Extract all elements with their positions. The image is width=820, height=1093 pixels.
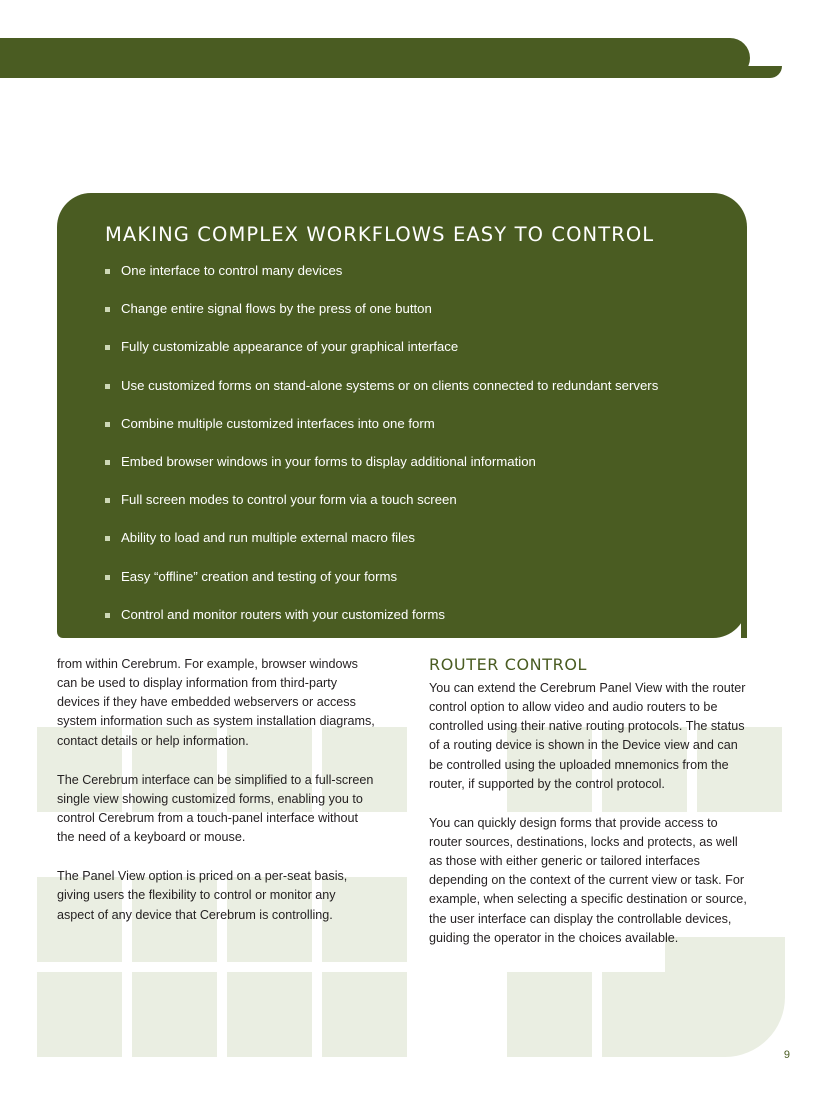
list-item: [105, 455, 707, 468]
square-bullet-icon: [105, 613, 110, 618]
list-item: [105, 570, 707, 583]
list-item: [105, 379, 707, 392]
paragraph: from within Cerebrum. For example, browser windows can be used to display information from third-party devices if they have embedded webservers or access system information such as system installation diagrams, contact details or help information.: [57, 657, 375, 748]
panel-title: MAKING COMPLEX WORKFLOWS EASY TO CONTROL: [105, 223, 655, 246]
paragraph: The Cerebrum interface can be simplified to a full-screen single view showing customized forms, enabling you to control Cerebrum from a touch-panel interface without the need of a keyboard or mouse.: [57, 772, 374, 845]
square-bullet-icon: [105, 536, 110, 541]
list-item-label: One interface to control many devices: [121, 263, 343, 278]
square-bullet-icon: [105, 575, 110, 580]
square-bullet-icon: [105, 498, 110, 503]
feature-panel: [57, 193, 747, 638]
paragraph: You can quickly design forms that provide access to router sources, destinations, locks and protects, as well as those with either generic or tailored interfaces depending on the context of the current view or task. For example, when selecting a specific destination or source, the user interface can display the controllable devices, guiding the operator in the choices available.: [429, 815, 747, 945]
list-item-label: Embed browser windows in your forms to display additional information: [121, 454, 536, 470]
square-bullet-icon: [105, 422, 110, 427]
section-heading: ROUTER CONTROL: [429, 655, 588, 674]
square-bullet-icon: [105, 384, 110, 389]
list-item: [105, 340, 707, 353]
list-item-label: Combine multiple customized interfaces into one form: [121, 415, 435, 431]
list-item-label: Easy “offline” creation and testing of your forms: [121, 568, 398, 584]
header-band: [0, 38, 750, 78]
square-bullet-icon: [105, 269, 110, 274]
list-item: [105, 608, 707, 621]
list-item: [105, 493, 707, 506]
right-column: [429, 655, 747, 968]
list-item: [105, 531, 707, 544]
page-number: 9: [783, 1049, 790, 1061]
list-item: [105, 264, 707, 277]
paragraph: You can extend the Cerebrum Panel View with the router control option to allow video and audio routers to be controlled using their native routing protocols. The status of a routing device is shown in the Device view and can be controlled using the uploaded mnemonics from the router, if supported by the control protocol.: [429, 681, 746, 791]
feature-bullet-list: [105, 264, 707, 621]
list-item-label: Full screen modes to control your form via a touch screen: [121, 492, 457, 508]
square-bullet-icon: [105, 460, 110, 465]
list-item-label: Use customized forms on stand-alone systems or on clients connected to redundant servers: [121, 377, 659, 393]
list-item: [105, 302, 707, 315]
list-item-label: Fully customizable appearance of your graphical interface: [121, 339, 459, 355]
square-bullet-icon: [105, 345, 110, 350]
list-item-label: Ability to load and run multiple external macro files: [121, 530, 415, 546]
body-columns: [57, 655, 747, 968]
paragraph: The Panel View option is priced on a per-seat basis, giving users the flexibility to control or monitor any aspect of any device that Cerebrum is controlling.: [57, 869, 348, 922]
left-column: [57, 655, 375, 968]
list-item-label: Control and monitor routers with your customized forms: [121, 606, 445, 622]
list-item: [105, 417, 707, 430]
list-item-label: Change entire signal flows by the press of one button: [121, 301, 432, 317]
square-bullet-icon: [105, 307, 110, 312]
